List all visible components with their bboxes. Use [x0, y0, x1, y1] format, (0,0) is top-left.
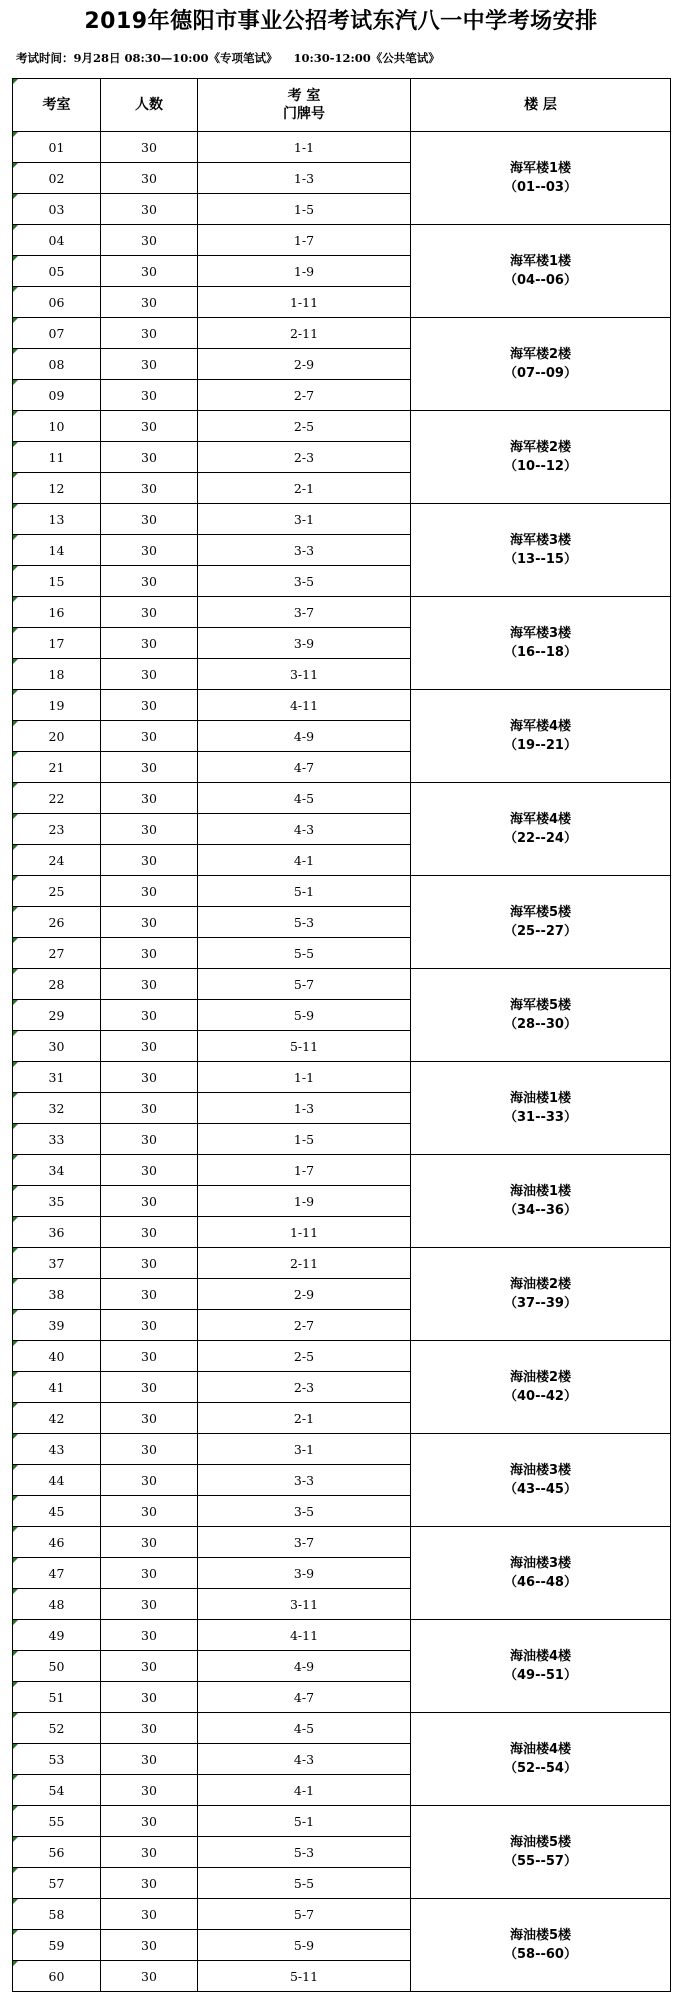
cell-corner-mark	[13, 1124, 18, 1129]
cell-room: 20	[13, 721, 101, 752]
cell-count: 30	[101, 1279, 198, 1310]
cell-door: 3-9	[198, 1558, 411, 1589]
cell-room: 33	[13, 1124, 101, 1155]
cell-corner-mark	[13, 969, 18, 974]
cell-room: 45	[13, 1496, 101, 1527]
table-row	[13, 1527, 671, 1558]
cell-floor: 海军楼1楼 （04--06）	[411, 225, 671, 318]
cell-room: 15	[13, 566, 101, 597]
cell-door: 5-1	[198, 876, 411, 907]
table-row	[13, 1248, 671, 1279]
cell-room: 13	[13, 504, 101, 535]
cell-door: 4-3	[198, 814, 411, 845]
cell-room: 18	[13, 659, 101, 690]
cell-count: 30	[101, 876, 198, 907]
exam-time-note: 考试时间：9月28日 08:30—10:00《专项笔试》 10:30-12:00《公共笔试》	[16, 51, 440, 65]
table-row	[13, 1341, 671, 1372]
cell-door: 3-7	[198, 1527, 411, 1558]
cell-corner-mark	[13, 1620, 18, 1625]
cell-count: 30	[101, 783, 198, 814]
cell-corner-mark	[13, 721, 18, 726]
table-row	[13, 225, 671, 256]
cell-corner-mark	[13, 194, 18, 199]
cell-count: 30	[101, 628, 198, 659]
cell-corner-mark	[13, 1558, 18, 1563]
table-row	[13, 1155, 671, 1186]
cell-room: 17	[13, 628, 101, 659]
cell-count: 30	[101, 1000, 198, 1031]
cell-corner-mark	[13, 287, 18, 292]
cell-count: 30	[101, 1124, 198, 1155]
cell-door: 3-9	[198, 628, 411, 659]
cell-corner-mark	[13, 1961, 18, 1966]
cell-door: 2-3	[198, 1372, 411, 1403]
cell-count: 30	[101, 1186, 198, 1217]
cell-floor: 海军楼3楼 （16--18）	[411, 597, 671, 690]
cell-count: 30	[101, 1496, 198, 1527]
cell-room: 50	[13, 1651, 101, 1682]
cell-count: 30	[101, 1248, 198, 1279]
cell-floor: 海军楼4楼 （22--24）	[411, 783, 671, 876]
cell-count: 30	[101, 1527, 198, 1558]
cell-floor: 海油楼5楼 （58--60）	[411, 1899, 671, 1992]
cell-corner-mark	[13, 1496, 18, 1501]
cell-corner-mark	[13, 79, 18, 84]
table-row	[13, 1620, 671, 1651]
cell-room: 47	[13, 1558, 101, 1589]
cell-corner-mark	[13, 783, 18, 788]
cell-door: 2-1	[198, 1403, 411, 1434]
cell-count: 30	[101, 473, 198, 504]
cell-count: 30	[101, 938, 198, 969]
cell-floor: 海油楼3楼 （46--48）	[411, 1527, 671, 1620]
cell-door: 1-1	[198, 1062, 411, 1093]
cell-room: 29	[13, 1000, 101, 1031]
cell-door: 5-9	[198, 1000, 411, 1031]
cell-door: 1-9	[198, 256, 411, 287]
cell-corner-mark	[13, 1248, 18, 1253]
cell-count: 30	[101, 1899, 198, 1930]
cell-room: 04	[13, 225, 101, 256]
cell-corner-mark	[13, 1651, 18, 1656]
cell-count: 30	[101, 1775, 198, 1806]
cell-floor: 海油楼4楼 （52--54）	[411, 1713, 671, 1806]
cell-corner-mark	[13, 1775, 18, 1780]
cell-door: 4-11	[198, 1620, 411, 1651]
cell-room: 27	[13, 938, 101, 969]
cell-corner-mark	[13, 1217, 18, 1222]
cell-count: 30	[101, 1372, 198, 1403]
cell-count: 30	[101, 411, 198, 442]
cell-door: 1-7	[198, 1155, 411, 1186]
cell-door: 2-1	[198, 473, 411, 504]
cell-corner-mark	[13, 1310, 18, 1315]
cell-corner-mark	[13, 845, 18, 850]
cell-door: 2-5	[198, 411, 411, 442]
header-door: 考 室 门牌号	[198, 79, 411, 132]
cell-count: 30	[101, 1062, 198, 1093]
cell-count: 30	[101, 1651, 198, 1682]
table-row	[13, 1062, 671, 1093]
cell-room: 43	[13, 1434, 101, 1465]
cell-corner-mark	[13, 876, 18, 881]
cell-room: 60	[13, 1961, 101, 1992]
cell-count: 30	[101, 1093, 198, 1124]
cell-count: 30	[101, 1465, 198, 1496]
cell-corner-mark	[13, 597, 18, 602]
cell-count: 30	[101, 721, 198, 752]
cell-room: 22	[13, 783, 101, 814]
cell-door: 1-7	[198, 225, 411, 256]
cell-door: 4-9	[198, 1651, 411, 1682]
cell-corner-mark	[13, 1279, 18, 1284]
cell-room: 59	[13, 1930, 101, 1961]
cell-count: 30	[101, 442, 198, 473]
cell-door: 2-11	[198, 1248, 411, 1279]
cell-door: 5-7	[198, 1899, 411, 1930]
cell-corner-mark	[13, 1744, 18, 1749]
table-row	[13, 411, 671, 442]
cell-room: 37	[13, 1248, 101, 1279]
cell-corner-mark	[13, 938, 18, 943]
cell-room: 01	[13, 132, 101, 163]
cell-count: 30	[101, 132, 198, 163]
cell-room: 14	[13, 535, 101, 566]
cell-room: 07	[13, 318, 101, 349]
cell-room: 54	[13, 1775, 101, 1806]
cell-count: 30	[101, 349, 198, 380]
cell-door: 3-1	[198, 1434, 411, 1465]
cell-door: 2-5	[198, 1341, 411, 1372]
cell-count: 30	[101, 504, 198, 535]
cell-room: 12	[13, 473, 101, 504]
cell-door: 5-3	[198, 907, 411, 938]
cell-door: 2-3	[198, 442, 411, 473]
cell-corner-mark	[13, 1837, 18, 1842]
cell-room: 21	[13, 752, 101, 783]
cell-room: 05	[13, 256, 101, 287]
cell-door: 4-9	[198, 721, 411, 752]
cell-corner-mark	[13, 566, 18, 571]
cell-corner-mark	[13, 1527, 18, 1532]
cell-corner-mark	[13, 535, 18, 540]
cell-room: 03	[13, 194, 101, 225]
cell-door: 2-7	[198, 1310, 411, 1341]
cell-room: 25	[13, 876, 101, 907]
cell-door: 2-9	[198, 349, 411, 380]
cell-count: 30	[101, 287, 198, 318]
cell-count: 30	[101, 380, 198, 411]
cell-door: 5-11	[198, 1961, 411, 1992]
header-floor: 楼 层	[411, 79, 671, 132]
cell-door: 2-9	[198, 1279, 411, 1310]
table-body	[13, 132, 671, 1992]
cell-corner-mark	[13, 1000, 18, 1005]
cell-corner-mark	[13, 442, 18, 447]
cell-door: 1-5	[198, 194, 411, 225]
cell-door: 2-11	[198, 318, 411, 349]
table-row	[13, 1806, 671, 1837]
cell-corner-mark	[13, 473, 18, 478]
table-row	[13, 132, 671, 163]
cell-door: 1-9	[198, 1186, 411, 1217]
cell-count: 30	[101, 907, 198, 938]
cell-corner-mark	[13, 628, 18, 633]
cell-door: 1-11	[198, 1217, 411, 1248]
cell-count: 30	[101, 1930, 198, 1961]
cell-door: 3-1	[198, 504, 411, 535]
cell-room: 02	[13, 163, 101, 194]
table-row	[13, 318, 671, 349]
cell-count: 30	[101, 1341, 198, 1372]
cell-room: 10	[13, 411, 101, 442]
cell-count: 30	[101, 1558, 198, 1589]
cell-door: 4-7	[198, 1682, 411, 1713]
cell-corner-mark	[13, 1682, 18, 1687]
cell-corner-mark	[13, 1372, 18, 1377]
cell-count: 30	[101, 318, 198, 349]
cell-room: 44	[13, 1465, 101, 1496]
cell-door: 3-3	[198, 535, 411, 566]
cell-door: 4-11	[198, 690, 411, 721]
cell-door: 4-1	[198, 845, 411, 876]
cell-room: 11	[13, 442, 101, 473]
cell-count: 30	[101, 535, 198, 566]
cell-count: 30	[101, 225, 198, 256]
cell-door: 5-11	[198, 1031, 411, 1062]
cell-corner-mark	[13, 163, 18, 168]
cell-room: 28	[13, 969, 101, 1000]
cell-door: 1-11	[198, 287, 411, 318]
cell-corner-mark	[13, 256, 18, 261]
cell-room: 35	[13, 1186, 101, 1217]
cell-corner-mark	[13, 1434, 18, 1439]
cell-door: 3-3	[198, 1465, 411, 1496]
cell-door: 4-5	[198, 1713, 411, 1744]
cell-room: 39	[13, 1310, 101, 1341]
cell-count: 30	[101, 1589, 198, 1620]
cell-room: 48	[13, 1589, 101, 1620]
cell-door: 1-5	[198, 1124, 411, 1155]
cell-corner-mark	[13, 225, 18, 230]
cell-door: 5-9	[198, 1930, 411, 1961]
cell-room: 30	[13, 1031, 101, 1062]
cell-door: 5-5	[198, 1868, 411, 1899]
cell-corner-mark	[13, 1589, 18, 1594]
table-row	[13, 783, 671, 814]
page-title: 2019年德阳市事业公招考试东汽八一中学考场安排	[84, 9, 598, 34]
cell-room: 58	[13, 1899, 101, 1930]
cell-count: 30	[101, 1031, 198, 1062]
cell-corner-mark	[13, 1186, 18, 1191]
cell-floor: 海军楼4楼 （19--21）	[411, 690, 671, 783]
cell-floor: 海油楼2楼 （37--39）	[411, 1248, 671, 1341]
table-row	[13, 690, 671, 721]
cell-count: 30	[101, 1868, 198, 1899]
cell-room: 38	[13, 1279, 101, 1310]
table-row	[13, 1899, 671, 1930]
cell-room: 26	[13, 907, 101, 938]
cell-count: 30	[101, 194, 198, 225]
table-row	[13, 504, 671, 535]
exam-room-table	[12, 78, 671, 1992]
cell-door: 5-3	[198, 1837, 411, 1868]
cell-floor: 海军楼2楼 （10--12）	[411, 411, 671, 504]
cell-count: 30	[101, 1155, 198, 1186]
cell-count: 30	[101, 845, 198, 876]
cell-count: 30	[101, 597, 198, 628]
cell-corner-mark	[13, 504, 18, 509]
cell-count: 30	[101, 690, 198, 721]
cell-corner-mark	[13, 814, 18, 819]
cell-floor: 海军楼3楼 （13--15）	[411, 504, 671, 597]
cell-door: 5-1	[198, 1806, 411, 1837]
cell-door: 3-11	[198, 1589, 411, 1620]
cell-door: 3-5	[198, 1496, 411, 1527]
cell-door: 4-1	[198, 1775, 411, 1806]
cell-count: 30	[101, 814, 198, 845]
cell-corner-mark	[13, 1930, 18, 1935]
cell-floor: 海油楼1楼 （31--33）	[411, 1062, 671, 1155]
cell-corner-mark	[13, 1899, 18, 1904]
cell-count: 30	[101, 1744, 198, 1775]
cell-count: 30	[101, 1217, 198, 1248]
cell-door: 5-5	[198, 938, 411, 969]
cell-corner-mark	[13, 907, 18, 912]
cell-count: 30	[101, 1961, 198, 1992]
cell-count: 30	[101, 659, 198, 690]
cell-door: 1-1	[198, 132, 411, 163]
cell-floor: 海军楼5楼 （25--27）	[411, 876, 671, 969]
cell-room: 23	[13, 814, 101, 845]
cell-room: 57	[13, 1868, 101, 1899]
cell-corner-mark	[13, 1093, 18, 1098]
cell-corner-mark	[13, 690, 18, 695]
cell-room: 51	[13, 1682, 101, 1713]
cell-corner-mark	[13, 411, 18, 416]
header-room: 考室	[13, 79, 101, 132]
cell-room: 08	[13, 349, 101, 380]
cell-room: 42	[13, 1403, 101, 1434]
cell-corner-mark	[13, 659, 18, 664]
table-row	[13, 1434, 671, 1465]
cell-floor: 海油楼1楼 （34--36）	[411, 1155, 671, 1248]
table-row	[13, 597, 671, 628]
cell-corner-mark	[13, 1341, 18, 1346]
cell-corner-mark	[13, 318, 18, 323]
cell-floor: 海军楼5楼 （28--30）	[411, 969, 671, 1062]
cell-corner-mark	[13, 1155, 18, 1160]
cell-room: 31	[13, 1062, 101, 1093]
header-count: 人数	[101, 79, 198, 132]
cell-door: 4-3	[198, 1744, 411, 1775]
cell-count: 30	[101, 1620, 198, 1651]
cell-room: 55	[13, 1806, 101, 1837]
cell-corner-mark	[13, 1713, 18, 1718]
cell-count: 30	[101, 256, 198, 287]
cell-corner-mark	[13, 132, 18, 137]
cell-room: 09	[13, 380, 101, 411]
cell-room: 36	[13, 1217, 101, 1248]
cell-room: 19	[13, 690, 101, 721]
cell-count: 30	[101, 1434, 198, 1465]
cell-corner-mark	[13, 1403, 18, 1408]
cell-door: 1-3	[198, 1093, 411, 1124]
cell-room: 16	[13, 597, 101, 628]
cell-room: 53	[13, 1744, 101, 1775]
cell-door: 4-5	[198, 783, 411, 814]
table-header-row	[13, 79, 671, 132]
cell-room: 24	[13, 845, 101, 876]
cell-room: 49	[13, 1620, 101, 1651]
cell-corner-mark	[13, 1806, 18, 1811]
cell-corner-mark	[13, 380, 18, 385]
cell-room: 40	[13, 1341, 101, 1372]
cell-door: 4-7	[198, 752, 411, 783]
table-row	[13, 969, 671, 1000]
cell-room: 56	[13, 1837, 101, 1868]
cell-corner-mark	[13, 1465, 18, 1470]
cell-room: 52	[13, 1713, 101, 1744]
cell-room: 46	[13, 1527, 101, 1558]
cell-corner-mark	[13, 1062, 18, 1067]
cell-door: 3-5	[198, 566, 411, 597]
cell-room: 32	[13, 1093, 101, 1124]
cell-floor: 海军楼1楼 （01--03）	[411, 132, 671, 225]
cell-floor: 海油楼4楼 （49--51）	[411, 1620, 671, 1713]
table-row	[13, 1713, 671, 1744]
cell-door: 3-7	[198, 597, 411, 628]
cell-door: 3-11	[198, 659, 411, 690]
cell-count: 30	[101, 752, 198, 783]
cell-corner-mark	[13, 349, 18, 354]
cell-count: 30	[101, 566, 198, 597]
cell-count: 30	[101, 969, 198, 1000]
cell-count: 30	[101, 1403, 198, 1434]
cell-count: 30	[101, 1310, 198, 1341]
cell-corner-mark	[13, 1868, 18, 1873]
table-row	[13, 876, 671, 907]
cell-count: 30	[101, 163, 198, 194]
cell-floor: 海油楼5楼 （55--57）	[411, 1806, 671, 1899]
cell-door: 2-7	[198, 380, 411, 411]
cell-door: 1-3	[198, 163, 411, 194]
cell-room: 06	[13, 287, 101, 318]
cell-room: 34	[13, 1155, 101, 1186]
cell-count: 30	[101, 1837, 198, 1868]
cell-count: 30	[101, 1806, 198, 1837]
cell-floor: 海军楼2楼 （07--09）	[411, 318, 671, 411]
cell-corner-mark	[13, 752, 18, 757]
cell-count: 30	[101, 1713, 198, 1744]
cell-corner-mark	[13, 1031, 18, 1036]
cell-door: 5-7	[198, 969, 411, 1000]
cell-floor: 海油楼2楼 （40--42）	[411, 1341, 671, 1434]
cell-floor: 海油楼3楼 （43--45）	[411, 1434, 671, 1527]
cell-count: 30	[101, 1682, 198, 1713]
cell-room: 41	[13, 1372, 101, 1403]
